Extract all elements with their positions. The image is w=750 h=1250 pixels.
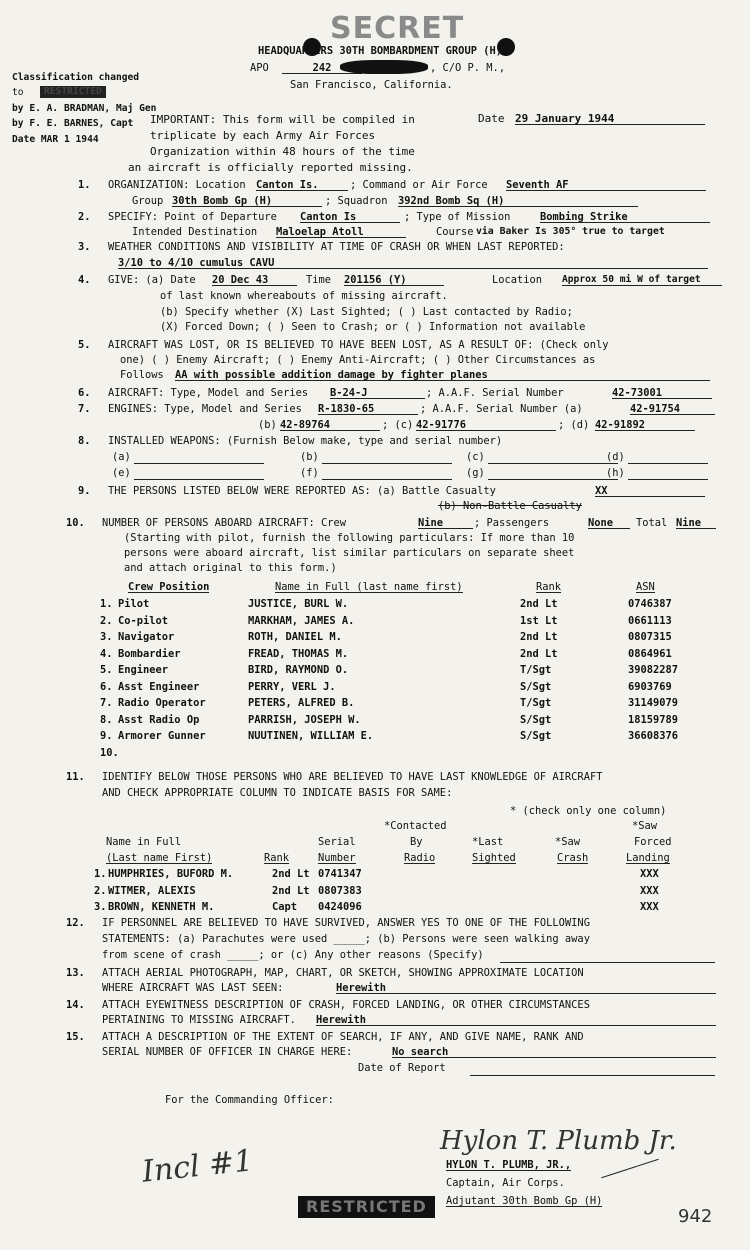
item-7-engine-d: 42-91892 (595, 420, 695, 431)
signer-title: Adjutant 30th Bomb Gp (H) (446, 1195, 603, 1207)
item-2-course: via Baker Is 305° true to target (476, 226, 665, 237)
item-11-h-contacted: *Contacted (384, 820, 447, 832)
crew-header-asn: ASN (636, 581, 655, 593)
item-7-d-label: ; (d) (558, 419, 590, 431)
witness-row-number: 1. (94, 868, 107, 880)
page-number: 942 (678, 1206, 713, 1227)
item-14-label: ATTACH EYEWITNESS DESCRIPTION OF CRASH, FORCED LANDING, OR OTHER CIRCUMSTANCES (102, 999, 590, 1011)
crew-asn: 31149079 (628, 697, 679, 709)
item-7-engine-b: 42-89764 (280, 420, 380, 431)
for-commanding-officer: For the Commanding Officer: (165, 1094, 334, 1106)
item-14-line-2: PERTAINING TO MISSING AIRCRAFT. (102, 1014, 296, 1026)
item-4-line-2: of last known whereabouts of missing aircraft. (160, 290, 448, 302)
item-11-h-last-1: *Last (472, 836, 504, 848)
item-11-h-crash-2: Crash (557, 852, 589, 864)
crew-position: Asst Engineer (118, 680, 200, 693)
item-4-line-3: (b) Specify whether (X) Last Sighted; ( ) Last contacted by Radio; (160, 306, 573, 318)
item-7-engine-a: 42-91754 (630, 404, 715, 415)
signature-stroke (601, 1159, 658, 1178)
crew-rank: T/Sgt (520, 697, 552, 709)
auth-by-2: by F. E. BARNES, Capt (12, 118, 134, 129)
weapon-slot-line (488, 479, 618, 480)
item-12-line-2: STATEMENTS: (a) Parachutes were used _____; (b) Persons were seen walking away (102, 933, 590, 945)
item-9-number: 9. (78, 485, 91, 497)
crew-asn: 0807315 (628, 631, 672, 643)
item-7-number: 7. (78, 403, 91, 415)
item-1-command-label: ; Command or Air Force (350, 179, 488, 191)
crew-row-number: 4. (100, 647, 113, 660)
intro-line-3: Organization within 48 hours of the time (150, 145, 415, 158)
item-2-destination-label: Intended Destination (132, 226, 258, 238)
crew-row-number: 7. (100, 697, 113, 709)
weapon-slot-line (134, 479, 264, 480)
item-15-number: 15. (66, 1031, 85, 1043)
date-of-report-label: Date of Report (358, 1062, 446, 1074)
item-15-label: ATTACH A DESCRIPTION OF THE EXTENT OF SEARCH, IF ANY, AND GIVE NAME, RANK AND (102, 1031, 584, 1043)
crew-rank: 2nd Lt (520, 631, 558, 643)
item-4-date: 20 Dec 43 (212, 275, 297, 286)
crew-header-rank: Rank (536, 581, 562, 593)
item-7-label: ENGINES: Type, Model and Series (108, 403, 302, 415)
item-1-location: Canton Is. (256, 180, 348, 191)
item-11-check-note: * (check only one column) (510, 805, 667, 817)
witness-forced-landing-mark: XXX (640, 884, 659, 897)
signer-rank: Captain, Air Corps. (446, 1177, 565, 1189)
item-11-h-serial-2: Number (318, 852, 356, 864)
item-14-value: Herewith (316, 1015, 716, 1026)
crew-row-number: 2. (100, 614, 113, 627)
crew-row-number: 10. (100, 746, 119, 759)
item-10-line-3: persons were aboard aircraft, list similar particulars on separate sheet (124, 547, 575, 559)
witness-name: HUMPHRIES, BUFORD M. (108, 868, 234, 880)
item-3-number: 3. (78, 241, 91, 253)
item-9-line-2: (b) Non-Battle Casualty (438, 500, 582, 512)
item-11-h-forced-1: Forced (634, 836, 672, 848)
crew-name: PARRISH, JOSEPH W. (248, 713, 361, 726)
crew-position: Radio Operator (118, 697, 206, 709)
intro-line-1: IMPORTANT: This form will be compiled in (150, 113, 415, 126)
date-label: Date (478, 112, 505, 125)
item-11-h-contact-1: By (410, 836, 423, 848)
crew-name: PETERS, ALFRED B. (248, 697, 355, 709)
witness-name: BROWN, KENNETH M. (108, 901, 215, 913)
apo-number: 242 (282, 63, 362, 74)
item-5-reason: AA with possible addition damage by fighter planes (175, 370, 710, 381)
crew-position: Pilot (118, 598, 150, 610)
auth-by-1: by E. A. BRADMAN, Maj Gen (12, 103, 157, 114)
item-1-number: 1. (78, 179, 91, 191)
item-11-h-rank: Rank (264, 852, 290, 864)
redaction-blot (340, 60, 428, 74)
crew-position: Asst Radio Op (118, 713, 200, 726)
weapon-slot-line (322, 463, 452, 464)
item-3-weather: 3/10 to 4/10 cumulus CAVU (118, 258, 708, 269)
item-8-label: INSTALLED WEAPONS: (Furnish Below make, type and serial number) (108, 435, 503, 447)
apo-label: APO (250, 62, 269, 74)
item-6-serial: 42-73001 (612, 388, 712, 399)
witness-forced-landing-mark: XXX (640, 868, 659, 880)
secret-stamp: SECRET (330, 11, 465, 46)
item-2-label: SPECIFY: Point of Departure (108, 211, 277, 223)
item-10-line-4: and attach original to this form.) (124, 562, 337, 574)
city-line: San Francisco, California. (290, 79, 453, 91)
item-4-time-label: Time (306, 274, 332, 286)
item-13-number: 13. (66, 967, 85, 979)
item-1-group: 30th Bomb Gp (H) (172, 196, 322, 207)
weapon-slot-label: (c) (466, 451, 485, 463)
crew-position: Armorer Gunner (118, 730, 206, 742)
item-14-number: 14. (66, 999, 85, 1011)
handwritten-inclosure-note: Incl #1 (140, 1143, 255, 1190)
item-11-h-name-1: Name in Full (106, 836, 182, 848)
item-2-number: 2. (78, 211, 91, 223)
crew-header-name: Name in Full (last name first) (275, 581, 463, 593)
handwritten-signature: Hylon T. Plumb Jr. (440, 1126, 677, 1156)
to-value: RESTRICTED (40, 86, 106, 98)
item-4-label: GIVE: (a) Date (108, 274, 196, 286)
crew-position: Engineer (118, 664, 169, 676)
witness-serial: 0741347 (318, 868, 362, 880)
crew-rank: T/Sgt (520, 664, 552, 676)
date-of-report-line (470, 1075, 715, 1076)
crew-asn: 39082287 (628, 664, 679, 676)
weapon-slot-label: (b) (300, 451, 319, 463)
item-7-serial-label: ; A.A.F. Serial Number (a) (420, 403, 583, 415)
weapon-slot-label: (d) (606, 451, 625, 463)
crew-rank: S/Sgt (520, 730, 552, 742)
weapon-slot-line (628, 479, 708, 480)
hq-line: HEADQUARTERS 30TH BOMBARDMENT GROUP (H) (258, 45, 502, 57)
classification-label: Classification changed (12, 72, 140, 83)
item-7-model: R-1830-65 (318, 404, 418, 415)
item-8-number: 8. (78, 435, 91, 447)
item-6-number: 6. (78, 387, 91, 399)
item-15-line-2: SERIAL NUMBER OF OFFICER IN CHARGE HERE: (102, 1046, 353, 1058)
witness-rank: 2nd Lt (272, 884, 310, 897)
item-4-line-4: (X) Forced Down; ( ) Seen to Crash; or ( ) Information not available (160, 321, 586, 333)
item-10-total-label: Total (636, 517, 668, 529)
item-2-mission: Bombing Strike (540, 212, 710, 223)
item-12-number: 12. (66, 917, 85, 929)
crew-asn: 36608376 (628, 730, 679, 742)
weapon-slot-label: (h) (606, 467, 625, 479)
item-13-label: ATTACH AERIAL PHOTOGRAPH, MAP, CHART, OR SKETCH, SHOWING APPROXIMATE LOCATION (102, 967, 584, 979)
crew-name: BIRD, RAYMOND O. (248, 664, 349, 676)
item-1-squadron-label: ; Squadron (325, 195, 388, 207)
crew-name: PERRY, VERL J. (248, 680, 336, 693)
item-5-line-2: one) ( ) Enemy Aircraft; ( ) Enemy Anti-Aircraft; ( ) Other Circumstances as (120, 354, 596, 366)
date-value: 29 January 1944 (515, 113, 705, 125)
weapon-slot-line (488, 463, 618, 464)
item-4-location-label: Location (492, 274, 543, 286)
weapon-slot-label: (g) (466, 467, 485, 479)
item-11-h-forced-2: Landing (626, 852, 670, 864)
item-10-passengers-label: ; Passengers (474, 517, 550, 529)
crew-rank: 1st Lt (520, 614, 558, 627)
item-4-location: Approx 50 mi W of target (562, 275, 722, 286)
item-2-course-label: Course (436, 226, 474, 238)
item-1-group-label: Group (132, 195, 164, 207)
item-11-label: IDENTIFY BELOW THOSE PERSONS WHO ARE BELIEVED TO HAVE LAST KNOWLEDGE OF AIRCRAFT (102, 771, 603, 783)
crew-name: ROTH, DANIEL M. (248, 631, 342, 643)
crew-row-number: 8. (100, 713, 113, 726)
crew-row-number: 1. (100, 598, 113, 610)
item-7-b-label: (b) (258, 419, 277, 431)
crew-row-number: 6. (100, 680, 113, 693)
item-9-label: THE PERSONS LISTED BELOW WERE REPORTED AS: (a) Battle Casualty (108, 485, 496, 497)
item-4-number: 4. (78, 274, 91, 286)
item-11-number: 11. (66, 771, 85, 783)
intro-line-4: an aircraft is officially reported missing. (128, 161, 413, 174)
item-12-label: IF PERSONNEL ARE BELIEVED TO HAVE SURVIVED, ANSWER YES TO ONE OF THE FOLLOWING (102, 917, 590, 929)
crew-asn: 18159789 (628, 713, 679, 726)
witness-rank: 2nd Lt (272, 868, 310, 880)
item-1-label: ORGANIZATION: Location (108, 179, 246, 191)
weapon-slot-line (134, 463, 264, 464)
item-10-line-2: (Starting with pilot, furnish the following particulars: If more than 10 (124, 532, 575, 544)
crew-rank: S/Sgt (520, 713, 552, 726)
item-11-h-saw-forced-0: *Saw (632, 820, 658, 832)
item-12-specify-line (500, 962, 715, 963)
crew-row-number: 9. (100, 730, 113, 742)
item-1-command: Seventh AF (506, 180, 706, 191)
crew-row-number: 5. (100, 664, 113, 676)
crew-name: MARKHAM, JAMES A. (248, 614, 355, 627)
crew-rank: 2nd Lt (520, 598, 558, 610)
item-11-h-last-2: Sighted (472, 852, 516, 864)
item-2-mission-label: ; Type of Mission (404, 211, 511, 223)
item-6-serial-label: ; A.A.F. Serial Number (426, 387, 564, 399)
restricted-stamp: RESTRICTED (298, 1196, 435, 1218)
weapon-slot-label: (f) (300, 467, 319, 479)
item-9-battle-mark: XX (595, 486, 705, 497)
witness-serial: 0424096 (318, 901, 362, 913)
item-11-line-2: AND CHECK APPROPRIATE COLUMN TO INDICATE BASIS FOR SAME: (102, 787, 453, 799)
item-13-value: Herewith (336, 983, 716, 994)
crew-asn: 0864961 (628, 647, 672, 660)
intro-line-2: triplicate by each Army Air Forces (150, 129, 376, 142)
to-label: to (12, 87, 24, 98)
item-11-h-contact-2: Radio (404, 852, 436, 864)
crew-header-position: Crew Position (128, 581, 210, 593)
item-2-departure: Canton Is (300, 212, 400, 223)
weapon-slot-label: (a) (112, 451, 131, 463)
auth-date: Date MAR 1 1944 (12, 134, 99, 145)
crew-row-number: 3. (100, 631, 113, 643)
witness-name: WITMER, ALEXIS (108, 884, 196, 897)
item-7-engine-c: 42-91776 (416, 420, 556, 431)
item-11-h-serial-1: Serial (318, 836, 356, 848)
crew-name: FREAD, THOMAS M. (248, 647, 349, 660)
crew-asn: 0746387 (628, 598, 672, 610)
item-4-time: 201156 (Y) (344, 275, 444, 286)
item-5-label: AIRCRAFT WAS LOST, OR IS BELIEVED TO HAVE BEEN LOST, AS A RESULT OF: (Check only (108, 339, 609, 351)
item-5-line-3: Follows (120, 369, 164, 381)
crew-name: NUUTINEN, WILLIAM E. (248, 730, 374, 742)
witness-serial: 0807383 (318, 884, 362, 897)
item-6-label: AIRCRAFT: Type, Model and Series (108, 387, 309, 399)
apo-suffix: , C/O P. M., (430, 62, 506, 74)
crew-rank: 2nd Lt (520, 647, 558, 660)
item-1-squadron: 392nd Bomb Sq (H) (398, 196, 638, 207)
item-10-number: 10. (66, 517, 85, 529)
crew-position: Bombardier (118, 647, 181, 660)
item-13-line-2: WHERE AIRCRAFT WAS LAST SEEN: (102, 982, 284, 994)
crew-position: Co-pilot (118, 614, 169, 627)
witness-row-number: 3. (94, 901, 107, 913)
item-3-label: WEATHER CONDITIONS AND VISIBILITY AT TIME OF CRASH OR WHEN LAST REPORTED: (108, 241, 565, 253)
crew-name: JUSTICE, BURL W. (248, 598, 349, 610)
weapon-slot-line (628, 463, 708, 464)
item-11-h-crash-1: *Saw (555, 836, 581, 848)
item-11-h-name-2: (Last name First) (106, 852, 213, 864)
witness-rank: Capt (272, 901, 298, 913)
crew-asn: 0661113 (628, 614, 672, 627)
crew-rank: S/Sgt (520, 680, 552, 693)
item-7-c-label: ; (c) (382, 419, 414, 431)
witness-row-number: 2. (94, 884, 107, 897)
crew-asn: 6903769 (628, 680, 672, 693)
witness-forced-landing-mark: XXX (640, 901, 659, 913)
item-12-line-3: from scene of crash _____; or (c) Any other reasons (Specify) (102, 949, 484, 961)
item-15-value: No search (392, 1047, 716, 1058)
item-10-passengers: None (588, 518, 630, 529)
item-10-label: NUMBER OF PERSONS ABOARD AIRCRAFT: Crew (102, 517, 346, 529)
item-5-number: 5. (78, 339, 91, 351)
signer-name: HYLON T. PLUMB, JR., (446, 1159, 572, 1171)
item-10-total: Nine (676, 518, 716, 529)
item-10-crew: Nine (418, 518, 473, 529)
weapon-slot-label: (e) (112, 467, 131, 479)
crew-position: Navigator (118, 631, 175, 643)
weapon-slot-line (322, 479, 452, 480)
item-2-destination: Maloelap Atoll (276, 227, 406, 238)
item-6-model: B-24-J (330, 388, 425, 399)
